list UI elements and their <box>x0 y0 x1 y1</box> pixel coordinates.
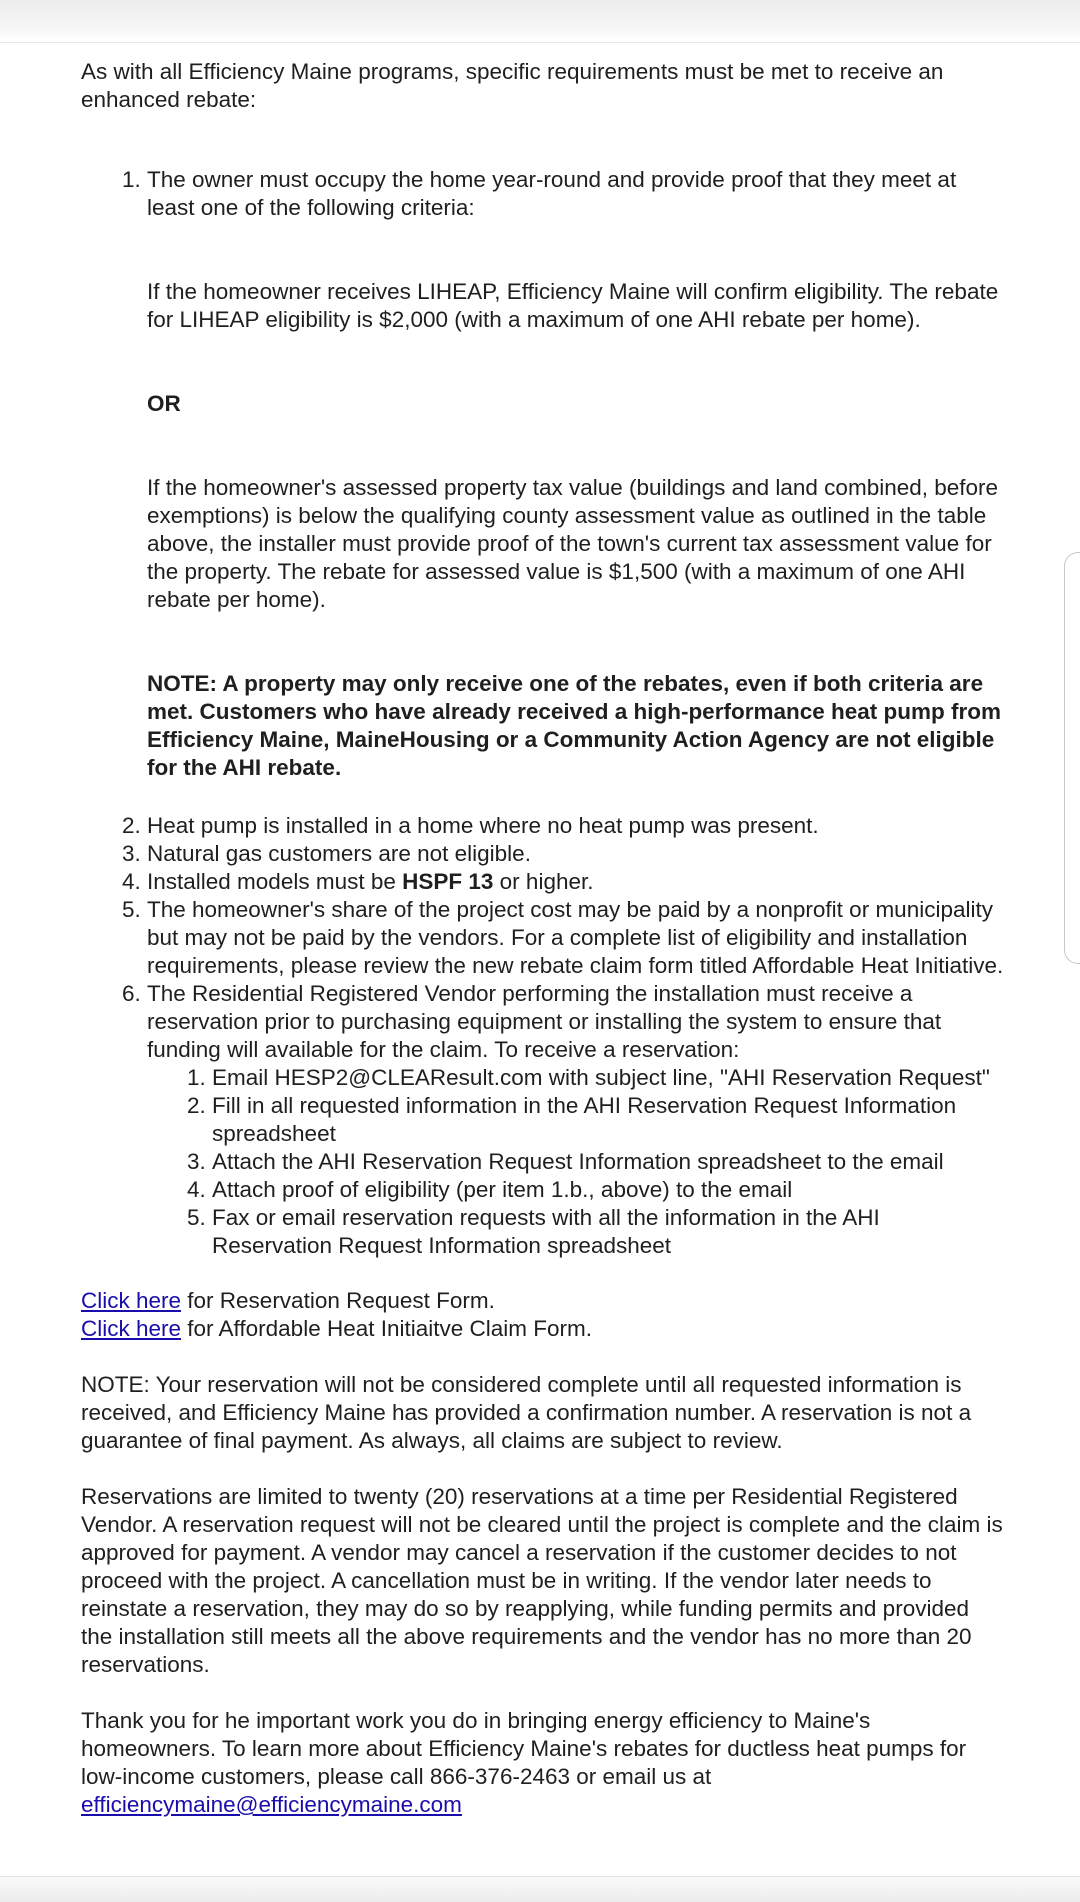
claim-form-label: for Affordable Heat Initiaitve Claim Form. <box>181 1316 593 1341</box>
requirement-6-text: The Residential Registered Vendor performing the installation must receive a reservation prior to purchasing equipment or installing the system to ensure that funding will available for the claim. To receive a reservation: <box>147 981 942 1062</box>
requirement-item-1 <box>147 166 1006 782</box>
claim-form-line <box>81 1315 1006 1343</box>
scroll-handle[interactable] <box>1064 552 1080 964</box>
browser-bottom-bar <box>0 1876 1080 1902</box>
reservation-form-line <box>81 1287 1006 1315</box>
thank-you-text: Thank you for he important work you do in bringing energy efficiency to Maine's homeowners. To learn more about Efficiency Maine's rebates for ductless heat pumps for low-income customers, please call 866-376-2463 or email us at <box>81 1708 967 1789</box>
reservation-step: 3. Attach the AHI Reservation Request Information spreadsheet to the email <box>212 1148 1006 1176</box>
thank-you-paragraph <box>81 1707 1006 1819</box>
requirement-1-text: 1. The owner must occupy the home year-round and provide proof that they meet at least one of the following criteria: <box>147 167 957 220</box>
reservation-step: 1. Email HESP2@CLEAResult.com with subject line, "AHI Reservation Request" <box>212 1064 1006 1092</box>
requirement-item-4 <box>147 868 1006 896</box>
requirement-4-suffix: or higher. <box>493 869 594 894</box>
reservation-step: 4. Attach proof of eligibility (per item 1.b., above) to the email <box>212 1176 1006 1204</box>
requirement-item-5: 5. The homeowner's share of the project cost may be paid by a nonprofit or municipality but may not be paid by the vendors. For a complete list of eligibility and installation requirements, please review the new rebate claim form titled Affordable Heat Initiative. <box>147 896 1006 980</box>
form-links <box>81 1287 1006 1343</box>
reservation-step: 5. Fax or email reservation requests with all the information in the AHI Reservation Request Information spreadsheet <box>212 1204 1006 1260</box>
browser-top-bar <box>0 0 1080 43</box>
requirement-item-3: 3. Natural gas customers are not eligible. <box>147 840 1006 868</box>
reservation-steps-list <box>147 1064 1006 1260</box>
reservation-note-paragraph: NOTE: Your reservation will not be considered complete until all requested information is received, and Efficiency Maine has provided a confirmation number. A reservation is not a guarantee of final payment. As always, all claims are subject to review. <box>81 1372 972 1453</box>
requirement-item-6 <box>147 980 1006 1260</box>
requirement-4-prefix: Installed models must be <box>147 869 403 894</box>
reservation-limit-paragraph: Reservations are limited to twenty (20) reservations at a time per Residential Registered Vendor. A reservation request will not be cleared until the project is complete and the claim is approved for payment. A vendor may cancel a reservation if the customer decides to not proceed with the project. A cancellation must be in writing. If the vendor later needs to reinstate a reservation, they may do so by reapplying, while funding permits and provided the installation still meets all the above requirements and the vendor has no more than 20 reservations. <box>81 1484 1003 1677</box>
rebate-note: NOTE: A property may only receive one of the rebates, even if both criteria are met. Customers who have already received a high-performance heat pump from Efficiency Maine, MaineHousing or a Community Action Agency are not eligible for the AHI rebate. <box>147 671 1001 780</box>
contact-email-link[interactable]: efficiencymaine@efficiencymaine.com <box>81 1792 462 1817</box>
or-label: OR <box>147 391 181 416</box>
reservation-form-link[interactable]: Click here <box>81 1288 182 1313</box>
requirement-item-2: 2. Heat pump is installed in a home where no heat pump was present. <box>147 812 1006 840</box>
reservation-form-label: for Reservation Request Form. <box>181 1288 495 1313</box>
reservation-step: 2. Fill in all requested information in the AHI Reservation Request Information spreadsheet <box>212 1092 1006 1148</box>
article-content <box>81 58 1006 1819</box>
intro-paragraph: As with all Efficiency Maine programs, specific requirements must be met to receive an enhanced rebate: <box>81 59 944 112</box>
requirements-list <box>81 166 1006 1260</box>
hspf-value: HSPF 13 <box>402 869 494 894</box>
criterion-assessed-value: If the homeowner's assessed property tax value (buildings and land combined, before exemptions) is below the qualifying county assessment value as outlined in the table above, the installer must provide proof of the town's current tax assessment value for the property. The rebate for assessed value is $1,500 (with a maximum of one AHI rebate per home). <box>147 475 999 612</box>
claim-form-link[interactable]: Click here <box>81 1316 182 1341</box>
criterion-liheap: If the homeowner receives LIHEAP, Efficiency Maine will confirm eligibility. The rebate for LIHEAP eligibility is $2,000 (with a maximum of one AHI rebate per home). <box>147 279 999 332</box>
